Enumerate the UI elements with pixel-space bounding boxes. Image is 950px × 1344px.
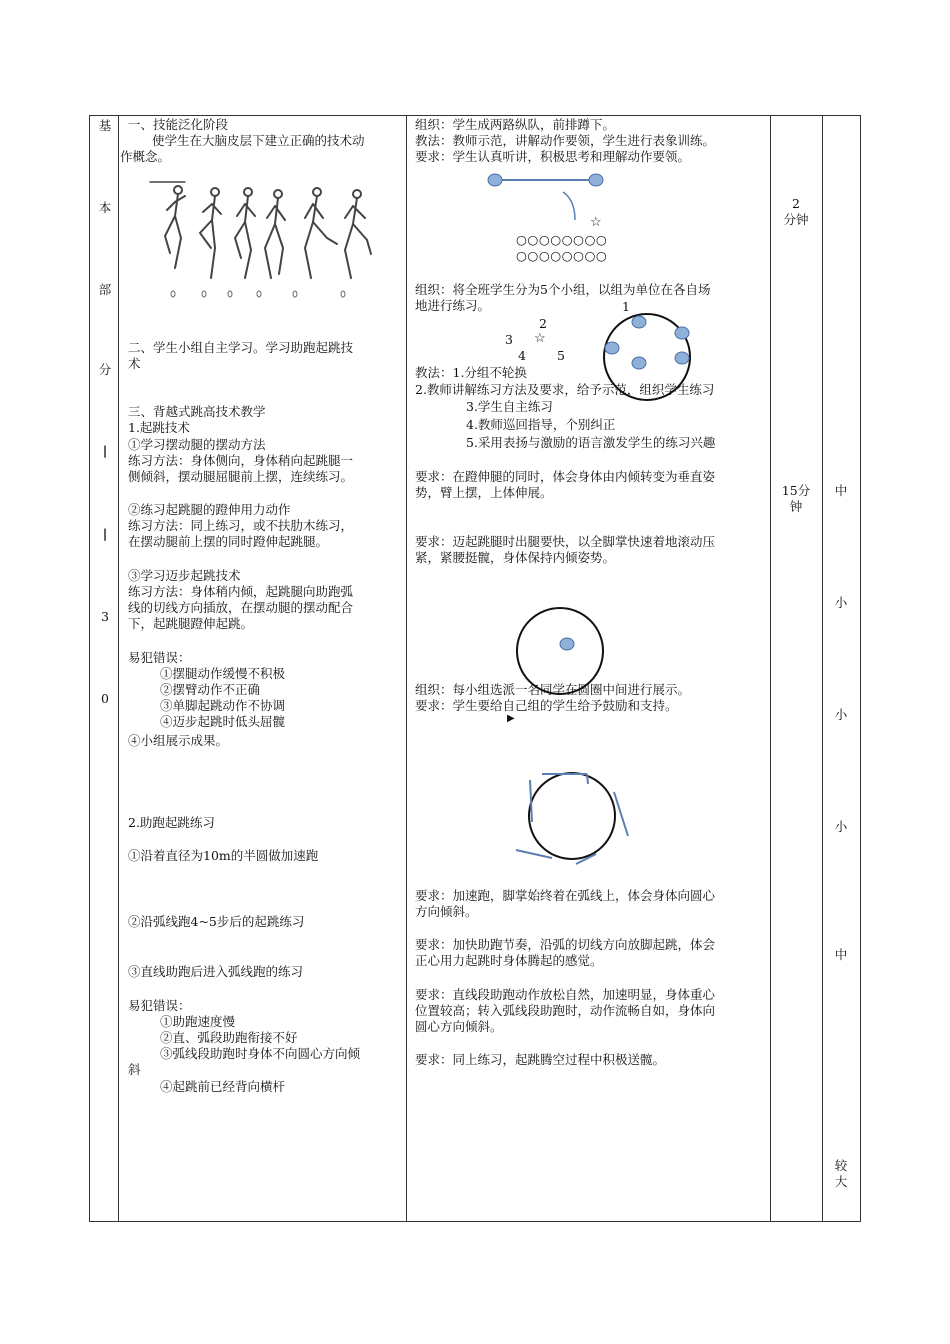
org2: 组织：将全班学生分为5个小组，以组为单位在各自场 (415, 282, 711, 297)
error2-item-wrap: 斜 (128, 1062, 141, 1077)
req2: 势，臂上摆，上体伸展。 (415, 485, 553, 500)
req6: 要求：加快助跑节奏，沿弧的切线方向放脚起跳，体会 (415, 937, 716, 952)
section-label-char: 基 (98, 118, 112, 133)
group-number: 5 (557, 348, 565, 363)
time-unit: 钟 (789, 499, 803, 514)
group-number: 4 (518, 348, 526, 363)
stage1-text: 使学生在大脑皮层下建立正确的技术动 (152, 133, 365, 148)
error-item: ④迈步起跳时低头屈髋 (160, 714, 286, 729)
method2-item: 3.学生自主练习 (466, 399, 553, 414)
item1-title: ①学习摆动腿的摆动方法 (128, 437, 266, 452)
teacher-star-icon: ☆ (590, 215, 602, 230)
runup-item: ②沿弧线跑4~5步后的起跳练习 (128, 914, 305, 929)
column-divider (822, 116, 823, 1221)
item4: ④小组展示成果。 (128, 733, 229, 748)
req2: 要求：在蹬伸腿的同时，体会身体由内倾转变为垂直姿 (415, 469, 716, 484)
stage1-text: 作概念。 (120, 149, 171, 164)
method1: 教法：教师示范，讲解动作要领，学生进行表象训练。 (415, 133, 716, 148)
section-label-char: 3 (101, 609, 109, 624)
runup-arc-diagram (512, 770, 632, 865)
stage2-text: 二、学生小组自主学习。学习助跑起跳技 (128, 340, 354, 355)
item2-title: ②练习起跳腿的蹬伸用力动作 (128, 502, 291, 517)
item3-text: 线的切线方向插放，在摆动腿的摆动配合 (128, 600, 354, 615)
req1: 要求：学生认真听讲，积极思考和理解动作要领。 (415, 149, 691, 164)
jump-tech-title: 1.起跳技术 (128, 420, 190, 435)
time-unit: 分钟 (783, 212, 809, 227)
runup-item: ③直线助跑后进入弧线跑的练习 (128, 964, 304, 979)
req4: 要求：学生要给自己组的学生给予鼓励和支持。 (415, 698, 678, 713)
req7: 位置较高；转入弧线段助跑时，动作流畅自如，身体向 (415, 1003, 716, 1018)
intensity-value: 小 (834, 819, 848, 834)
formation-diagram-1 (485, 170, 615, 220)
student-row: ○○○○○○○○ (516, 248, 608, 263)
error2-item: ②直、弧段助跑衔接不好 (160, 1030, 298, 1045)
error-item: ①摆腿动作缓慢不积极 (160, 666, 286, 681)
intensity-value: 小 (834, 707, 848, 722)
high-jump-sequence-figure (145, 178, 385, 303)
errors2-title: 易犯错误： (128, 998, 191, 1013)
error2-item: ③弧线段助跑时身体不向圆心方向倾 (160, 1046, 361, 1061)
errors-title: 易犯错误： (128, 650, 191, 665)
section-label-char: 0 (101, 691, 109, 706)
method2-title: 教法：1.分组不轮换 (415, 365, 527, 380)
req7: 圆心方向倾斜。 (415, 1019, 503, 1034)
item2-text: 在摆动腿前上摆的同时蹬伸起跳腿。 (128, 534, 329, 549)
teacher-star-icon: ☆ (534, 331, 546, 346)
org1: 组织：学生成两路纵队，前排蹲下。 (415, 117, 616, 132)
error2-item: ④起跳前已经背向横杆 (160, 1079, 286, 1094)
item3-title: ③学习迈步起跳技术 (128, 568, 241, 583)
method2-item: 5.采用表扬与激励的语言激发学生的练习兴趣 (466, 435, 716, 450)
section-label-char: | (102, 443, 108, 458)
stage2-text: 术 (128, 356, 141, 371)
error-item: ②摆臂动作不正确 (160, 682, 261, 697)
intensity-value: 中 (834, 483, 848, 498)
req6: 正心用力起跳时身体腾起的感觉。 (415, 953, 603, 968)
group-number: 3 (505, 332, 513, 347)
intensity-value: 较 (834, 1158, 848, 1173)
stage1-title: 一、技能泛化阶段 (128, 117, 229, 132)
intensity-value: 中 (834, 947, 848, 962)
section-label-char: | (102, 526, 108, 541)
item1-text: 侧倾斜，摆动腿屈腿前上摆，连续练习。 (128, 469, 354, 484)
error2-item: ①助跑速度慢 (160, 1014, 236, 1029)
section-label-char: 分 (98, 362, 112, 377)
method2-item: 4.教师巡回指导，个别纠正 (466, 417, 616, 432)
req5: 要求：加速跑，脚掌始终着在弧线上，体会身体向圆心 (415, 888, 716, 903)
runup-title: 2.助跑起跳练习 (128, 815, 215, 830)
column-divider (406, 116, 407, 1221)
item3-text: 练习方法：身体稍内倾，起跳腿向助跑弧 (128, 584, 354, 599)
intensity-value: 大 (834, 1174, 848, 1189)
runup-item: ①沿着直径为10m的半圆做加速跑 (128, 848, 319, 863)
req7: 要求：直线段助跑动作放松自然，加速明显，身体重心 (415, 987, 716, 1002)
time-value: 15分 (781, 483, 811, 498)
req8: 要求：同上练习，起跳腾空过程中积极送髋。 (415, 1052, 666, 1067)
section-label-char: 本 (98, 200, 112, 215)
item1-text: 练习方法：身体侧向，身体稍向起跳腿一 (128, 453, 354, 468)
org2: 地进行练习。 (415, 298, 491, 313)
req5: 方向倾斜。 (415, 904, 478, 919)
error-item: ③单脚起跳动作不协调 (160, 698, 286, 713)
section-label-char: 部 (98, 282, 112, 297)
group-number: 2 (539, 316, 547, 331)
org3: 组织：每小组选派一名同学在圆圈中间进行展示。 (415, 682, 691, 697)
req3: 紧，紧腰挺髋，身体保持内倾姿势。 (415, 550, 616, 565)
stage3-title: 三、背越式跳高技术教学 (128, 404, 266, 419)
time-value: 2 (792, 196, 800, 211)
student-row: ○○○○○○○○ (516, 232, 608, 247)
arrow-icon: ▶ (507, 713, 515, 724)
method2-item: 2.教师讲解练习方法及要求，给予示范，组织学生练习 (415, 382, 715, 397)
req3: 要求：迈起跳腿时出腿要快，以全脚掌快速着地滚动压 (415, 534, 716, 549)
group-number: 1 (622, 299, 630, 314)
intensity-value: 小 (834, 595, 848, 610)
item2-text: 练习方法：同上练习，或不扶肋木练习， (128, 518, 354, 533)
column-divider (770, 116, 771, 1221)
item3-text: 下，起跳腿蹬伸起跳。 (128, 616, 254, 631)
